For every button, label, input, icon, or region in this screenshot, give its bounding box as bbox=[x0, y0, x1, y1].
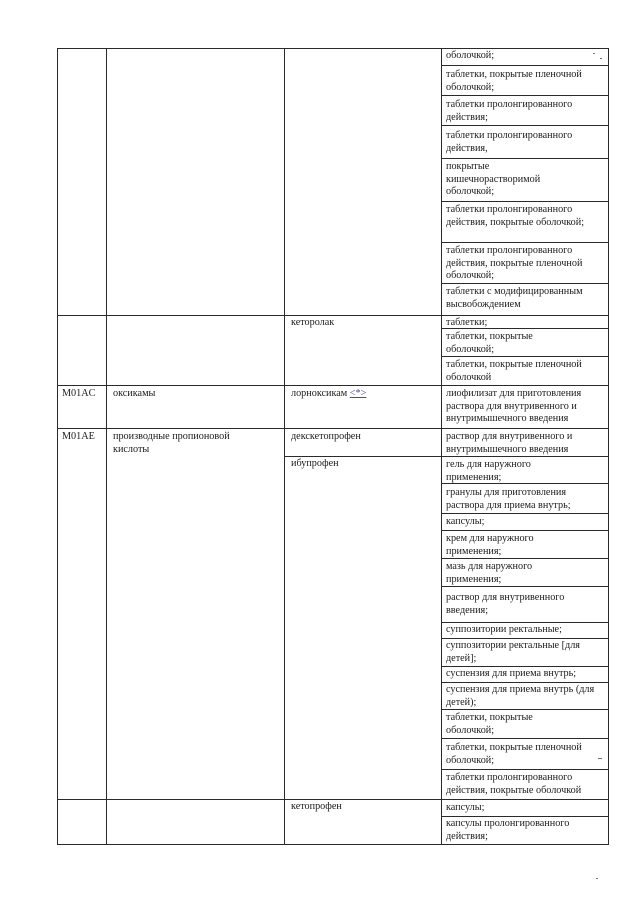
form-divider bbox=[441, 530, 609, 531]
form-cell: суспензия для приема внутрь; bbox=[446, 668, 577, 679]
form-cell: оболочкой; bbox=[446, 50, 495, 61]
table-border-top bbox=[57, 48, 609, 49]
form-cell: покрытые кишечнорастворимой оболочкой; bbox=[446, 161, 541, 198]
form-cell: таблетки пролонгированного действия; bbox=[446, 99, 573, 123]
form-divider bbox=[441, 283, 609, 284]
row-divider bbox=[57, 428, 609, 429]
form-cell: таблетки пролонгированного действия, bbox=[446, 130, 573, 154]
group-name: оксикамы bbox=[113, 388, 156, 399]
drug-name: ибупрофен bbox=[291, 458, 339, 469]
table-border-right bbox=[608, 48, 609, 845]
form-cell: суппозитории ректальные; bbox=[446, 624, 562, 635]
atc-code: M01AC bbox=[62, 388, 96, 399]
form-divider bbox=[441, 125, 609, 126]
column-divider bbox=[441, 48, 442, 845]
form-cell: таблетки; bbox=[446, 317, 488, 328]
drug-name bbox=[291, 388, 437, 401]
form-cell: таблетки, покрытые оболочкой; bbox=[446, 331, 533, 355]
form-cell: таблетки, покрытые оболочкой; bbox=[446, 712, 533, 736]
form-cell: таблетки пролонгированного действия, покрытые пленочной оболочкой; bbox=[446, 245, 583, 282]
column-divider bbox=[106, 48, 107, 845]
form-divider bbox=[441, 622, 609, 623]
drug-name: кетопрофен bbox=[291, 801, 342, 812]
form-cell: таблетки, покрытые пленочной оболочкой; bbox=[446, 69, 582, 93]
form-cell: таблетки пролонгированного действия, покрытые оболочкой; bbox=[446, 204, 585, 228]
atc-code: M01AE bbox=[62, 431, 95, 442]
row-divider bbox=[57, 315, 609, 316]
form-divider bbox=[441, 513, 609, 514]
form-cell: таблетки с модифицированным высвобождением bbox=[446, 286, 583, 310]
form-cell: гранулы для приготовления раствора для приема внутрь; bbox=[446, 487, 571, 511]
form-divider bbox=[441, 242, 609, 243]
form-cell: лиофилизат для приготовления раствора для внутривенного и внутримышечного введения bbox=[446, 388, 582, 425]
form-cell: таблетки пролонгированного действия, покрытые оболочкой bbox=[446, 772, 582, 796]
form-cell: капсулы; bbox=[446, 802, 485, 813]
form-divider bbox=[441, 65, 609, 66]
form-cell: таблетки, покрытые пленочной оболочкой; bbox=[446, 742, 582, 766]
drug-footnote-link[interactable]: <*> bbox=[349, 388, 367, 399]
form-divider bbox=[441, 816, 609, 817]
form-divider bbox=[441, 666, 609, 667]
scan-speck bbox=[596, 878, 598, 879]
drug-name-text: лорноксикам bbox=[291, 388, 348, 399]
form-cell: суспензия для приема внутрь (для детей); bbox=[446, 684, 595, 708]
form-cell: капсулы; bbox=[446, 516, 485, 527]
form-cell: суппозитории ректальные [для детей]; bbox=[446, 640, 580, 664]
form-cell: раствор для внутривенного введения; bbox=[446, 592, 565, 616]
form-divider bbox=[441, 158, 609, 159]
form-divider bbox=[441, 95, 609, 96]
scan-speck bbox=[598, 758, 602, 759]
form-cell: таблетки, покрытые пленочной оболочкой bbox=[446, 359, 582, 383]
form-cell: крем для наружного применения; bbox=[446, 533, 534, 557]
drug-table bbox=[57, 48, 609, 845]
form-divider bbox=[441, 201, 609, 202]
drug-name: декскетопрофен bbox=[291, 431, 361, 442]
row-divider bbox=[57, 799, 609, 800]
form-divider bbox=[441, 638, 609, 639]
scan-speck bbox=[600, 58, 602, 59]
table-border-left bbox=[57, 48, 58, 845]
form-divider bbox=[441, 682, 609, 683]
scan-speck bbox=[593, 53, 595, 54]
drug-name: кеторолак bbox=[291, 317, 335, 328]
form-cell: гель для наружного применения; bbox=[446, 459, 531, 483]
row-divider bbox=[57, 385, 609, 386]
table-border-bottom bbox=[57, 844, 609, 845]
group-name: производные пропионовой кислоты bbox=[113, 431, 230, 455]
form-divider bbox=[441, 769, 609, 770]
form-cell: раствор для внутривенного и внутримышечного введения bbox=[446, 431, 573, 455]
form-cell: капсулы пролонгированного действия; bbox=[446, 818, 570, 842]
form-cell: мазь для наружного применения; bbox=[446, 561, 533, 585]
column-divider bbox=[284, 48, 285, 845]
form-divider bbox=[441, 738, 609, 739]
